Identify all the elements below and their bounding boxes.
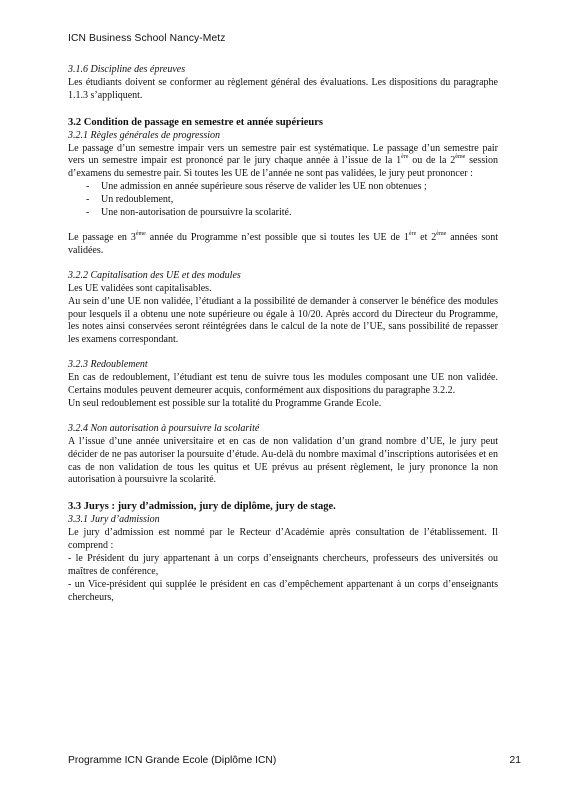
page-header: ICN Business School Nancy-Metz [68, 33, 226, 44]
paragraph: En cas de redoublement, l’étudiant est tenu de suivre tous les modules composant une UE non validée. Certains modules peuvent demeurer acquis, conformément aux dispositions du paragraphe 3.2.2. [68, 372, 498, 397]
list-item: - Une admission en année supérieure sous réserve de valider les UE non obtenues ; [68, 181, 498, 194]
paragraph: Le passage en 3ème année du Programme n’est possible que si toutes les UE de 1ère et 2ème années sont validées. [68, 230, 499, 256]
paragraph: Un seul redoublement est possible sur la totalité du Programme Grande Ecole. [68, 397, 382, 409]
page-number: 21 [509, 755, 521, 766]
paragraph: - un Vice-président qui supplée le président en cas d’empêchement appartenant à un corps d’enseignants chercheurs, [68, 578, 498, 603]
paragraph: Les étudiants doivent se conformer au règlement général des évaluations. Les dispositions du paragraphe 1.1.3 s’appliquent. [68, 76, 498, 101]
section-heading-3-1-6: 3.1.6 Discipline des épreuves [68, 64, 186, 75]
paragraph: Le passage d’un semestre impair vers un semestre pair est systématique. Le passage d’un semestre pair vers un semestre impair est prononcé par le jury chaque année à l’issue de la 1ère ou de la 2ème session d’examens du semestre pair. Si toutes les UE de l’année ne sont pas validées, le jury peut prononcer : [68, 142, 498, 180]
page-content [68, 64, 498, 605]
section-heading-3-3: 3.3 Jurys : jury d’admission, jury de diplôme, jury de stage. [68, 501, 336, 513]
paragraph: Au sein d’une UE non validée, l’étudiant a la possibilité de demander à conserver le bénéfice des modules pour lesquels il a obtenu une note supérieure ou égale à 10/20. Après accord du Directeur du Programme, les notes ainsi conservées seront réintégrées dans le calcul de la note de l’UE, sans possibilité de repasser les examens correspondant. [68, 295, 498, 346]
paragraph: Le jury d’admission est nommé par le Recteur d’Académie après consultation de l’établissement. Il comprend : [68, 527, 498, 552]
section-heading-3-2-2: 3.2.2 Capitalisation des UE et des modules [68, 269, 241, 281]
section-heading-3-2-1: 3.2.1 Règles générales de progression [68, 129, 221, 141]
list-item: - Un redoublement, [68, 194, 498, 207]
section-heading-3-2-3: 3.2.3 Redoublement [68, 359, 148, 371]
paragraph: A l’issue d’une année universitaire et en cas de non validation d’un grand nombre d’UE, le jury peut décider de ne pas autoriser la poursuite d’étude. Au-delà du nombre maximal d’inscriptions autorisées et en cas de non validation de tous les quitus et UE prévus au présent règlement, le jury prononce la non autorisation à poursuivre la scolarité. [68, 435, 498, 486]
footer-program-title: Programme ICN Grande Ecole (Diplôme ICN) [68, 755, 277, 766]
page-footer [68, 755, 521, 766]
paragraph: Les UE validées sont capitalisables. [68, 282, 212, 294]
progression-options-list [68, 181, 498, 220]
section-heading-3-2-4: 3.2.4 Non autorisation à poursuivre la scolarité [68, 422, 260, 434]
section-heading-3-3-1: 3.3.1 Jury d’admission [68, 514, 160, 526]
section-heading-3-2: 3.2 Condition de passage en semestre et année supérieurs [68, 116, 324, 128]
paragraph: - le Président du jury appartenant à un corps d’enseignants chercheurs, professeurs des universités ou maîtres de conférence, [68, 553, 498, 577]
list-item: - Une non-autorisation de poursuivre la scolarité. [68, 207, 498, 220]
